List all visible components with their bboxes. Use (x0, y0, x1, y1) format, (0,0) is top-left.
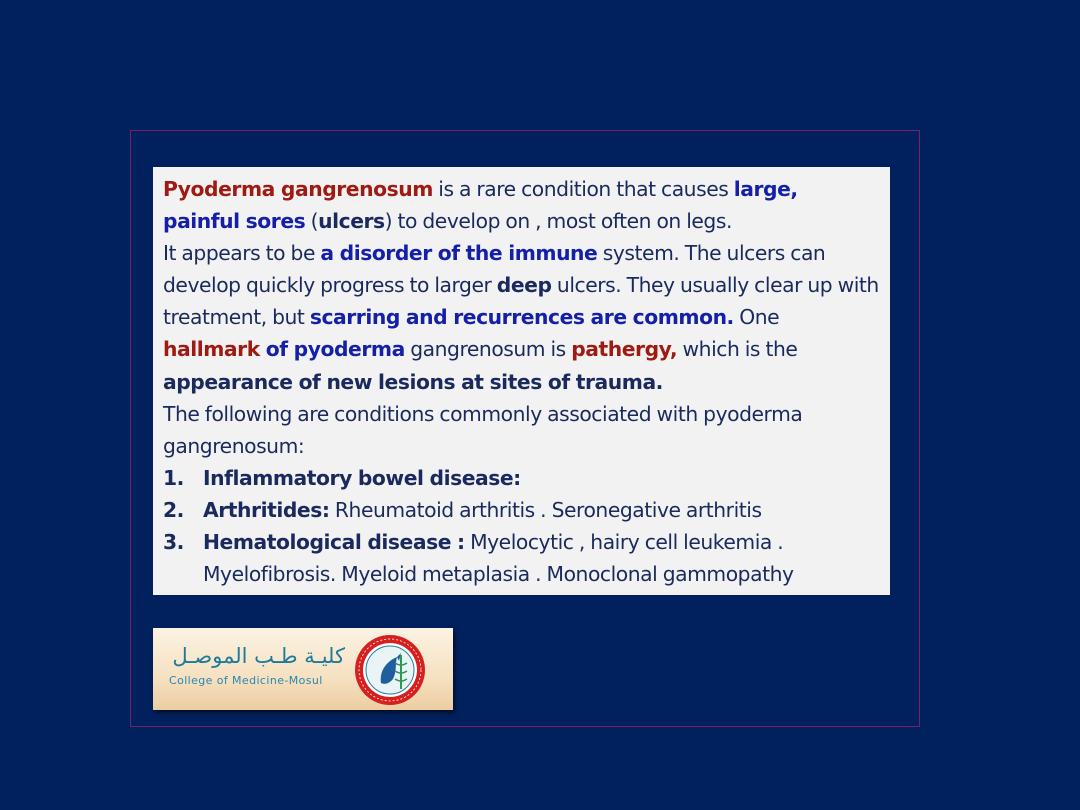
term-pathergy: pathergy, (571, 337, 678, 362)
condition-detail: Myelocytic , hairy cell leukemia . Myelofibrosis. Myeloid metaplasia . Monoclonal gammopathy (203, 530, 794, 587)
term-hallmark: hallmark (163, 337, 260, 362)
condition-detail: Rheumatoid arthritis . Seronegative arthritis (329, 497, 762, 522)
term-scarring: scarring and recurrences are common. (309, 305, 734, 330)
logo-arabic-text: كليـة طـب الموصـل (172, 644, 345, 668)
condition-title: Inflammatory bowel disease: (203, 465, 521, 490)
condition-title: Hematological disease : (203, 530, 465, 555)
list-item (163, 462, 880, 494)
term-deep: deep (496, 273, 552, 298)
immune-paragraph: It appears to be a disorder of the immune system. The ulcers can develop quickly progress to larger deep ulcers. They usually clear up with treatment, but scarring and recurrences are common. One hallmark of pyoderma gangrenosum is pathergy, which is the appearance of new lesions at sites of trauma. (163, 241, 879, 394)
list-item (163, 526, 880, 590)
intro-paragraph: Pyoderma gangrenosum is a rare condition that causes large, painful sores (ulcers) to develop on , most often on legs. (163, 177, 798, 234)
list-number: 1. (163, 465, 184, 490)
term-pyoderma: pyoderma (293, 337, 405, 362)
conditions-list (163, 462, 880, 590)
college-seal-icon (353, 633, 427, 707)
list-number: 3. (163, 530, 184, 555)
list-item (163, 494, 880, 526)
college-logo (153, 628, 453, 710)
associated-conditions-intro: The following are conditions commonly associated with pyoderma gangrenosum: (163, 401, 803, 458)
content-text-box (153, 167, 890, 595)
condition-title: Arthritides: (203, 497, 330, 522)
term-new-lesions: appearance of new lesions at sites of trauma. (163, 369, 663, 394)
term-pyoderma-gangrenosum: Pyoderma gangrenosum (163, 177, 433, 201)
term-ulcers: ulcers (318, 209, 385, 234)
logo-english-text: College of Medicine-Mosul (169, 674, 323, 687)
list-number: 2. (163, 497, 184, 522)
term-immune-disorder: a disorder of the immune (320, 241, 598, 266)
term-large-painful-sores: large, painful sores (163, 177, 798, 234)
